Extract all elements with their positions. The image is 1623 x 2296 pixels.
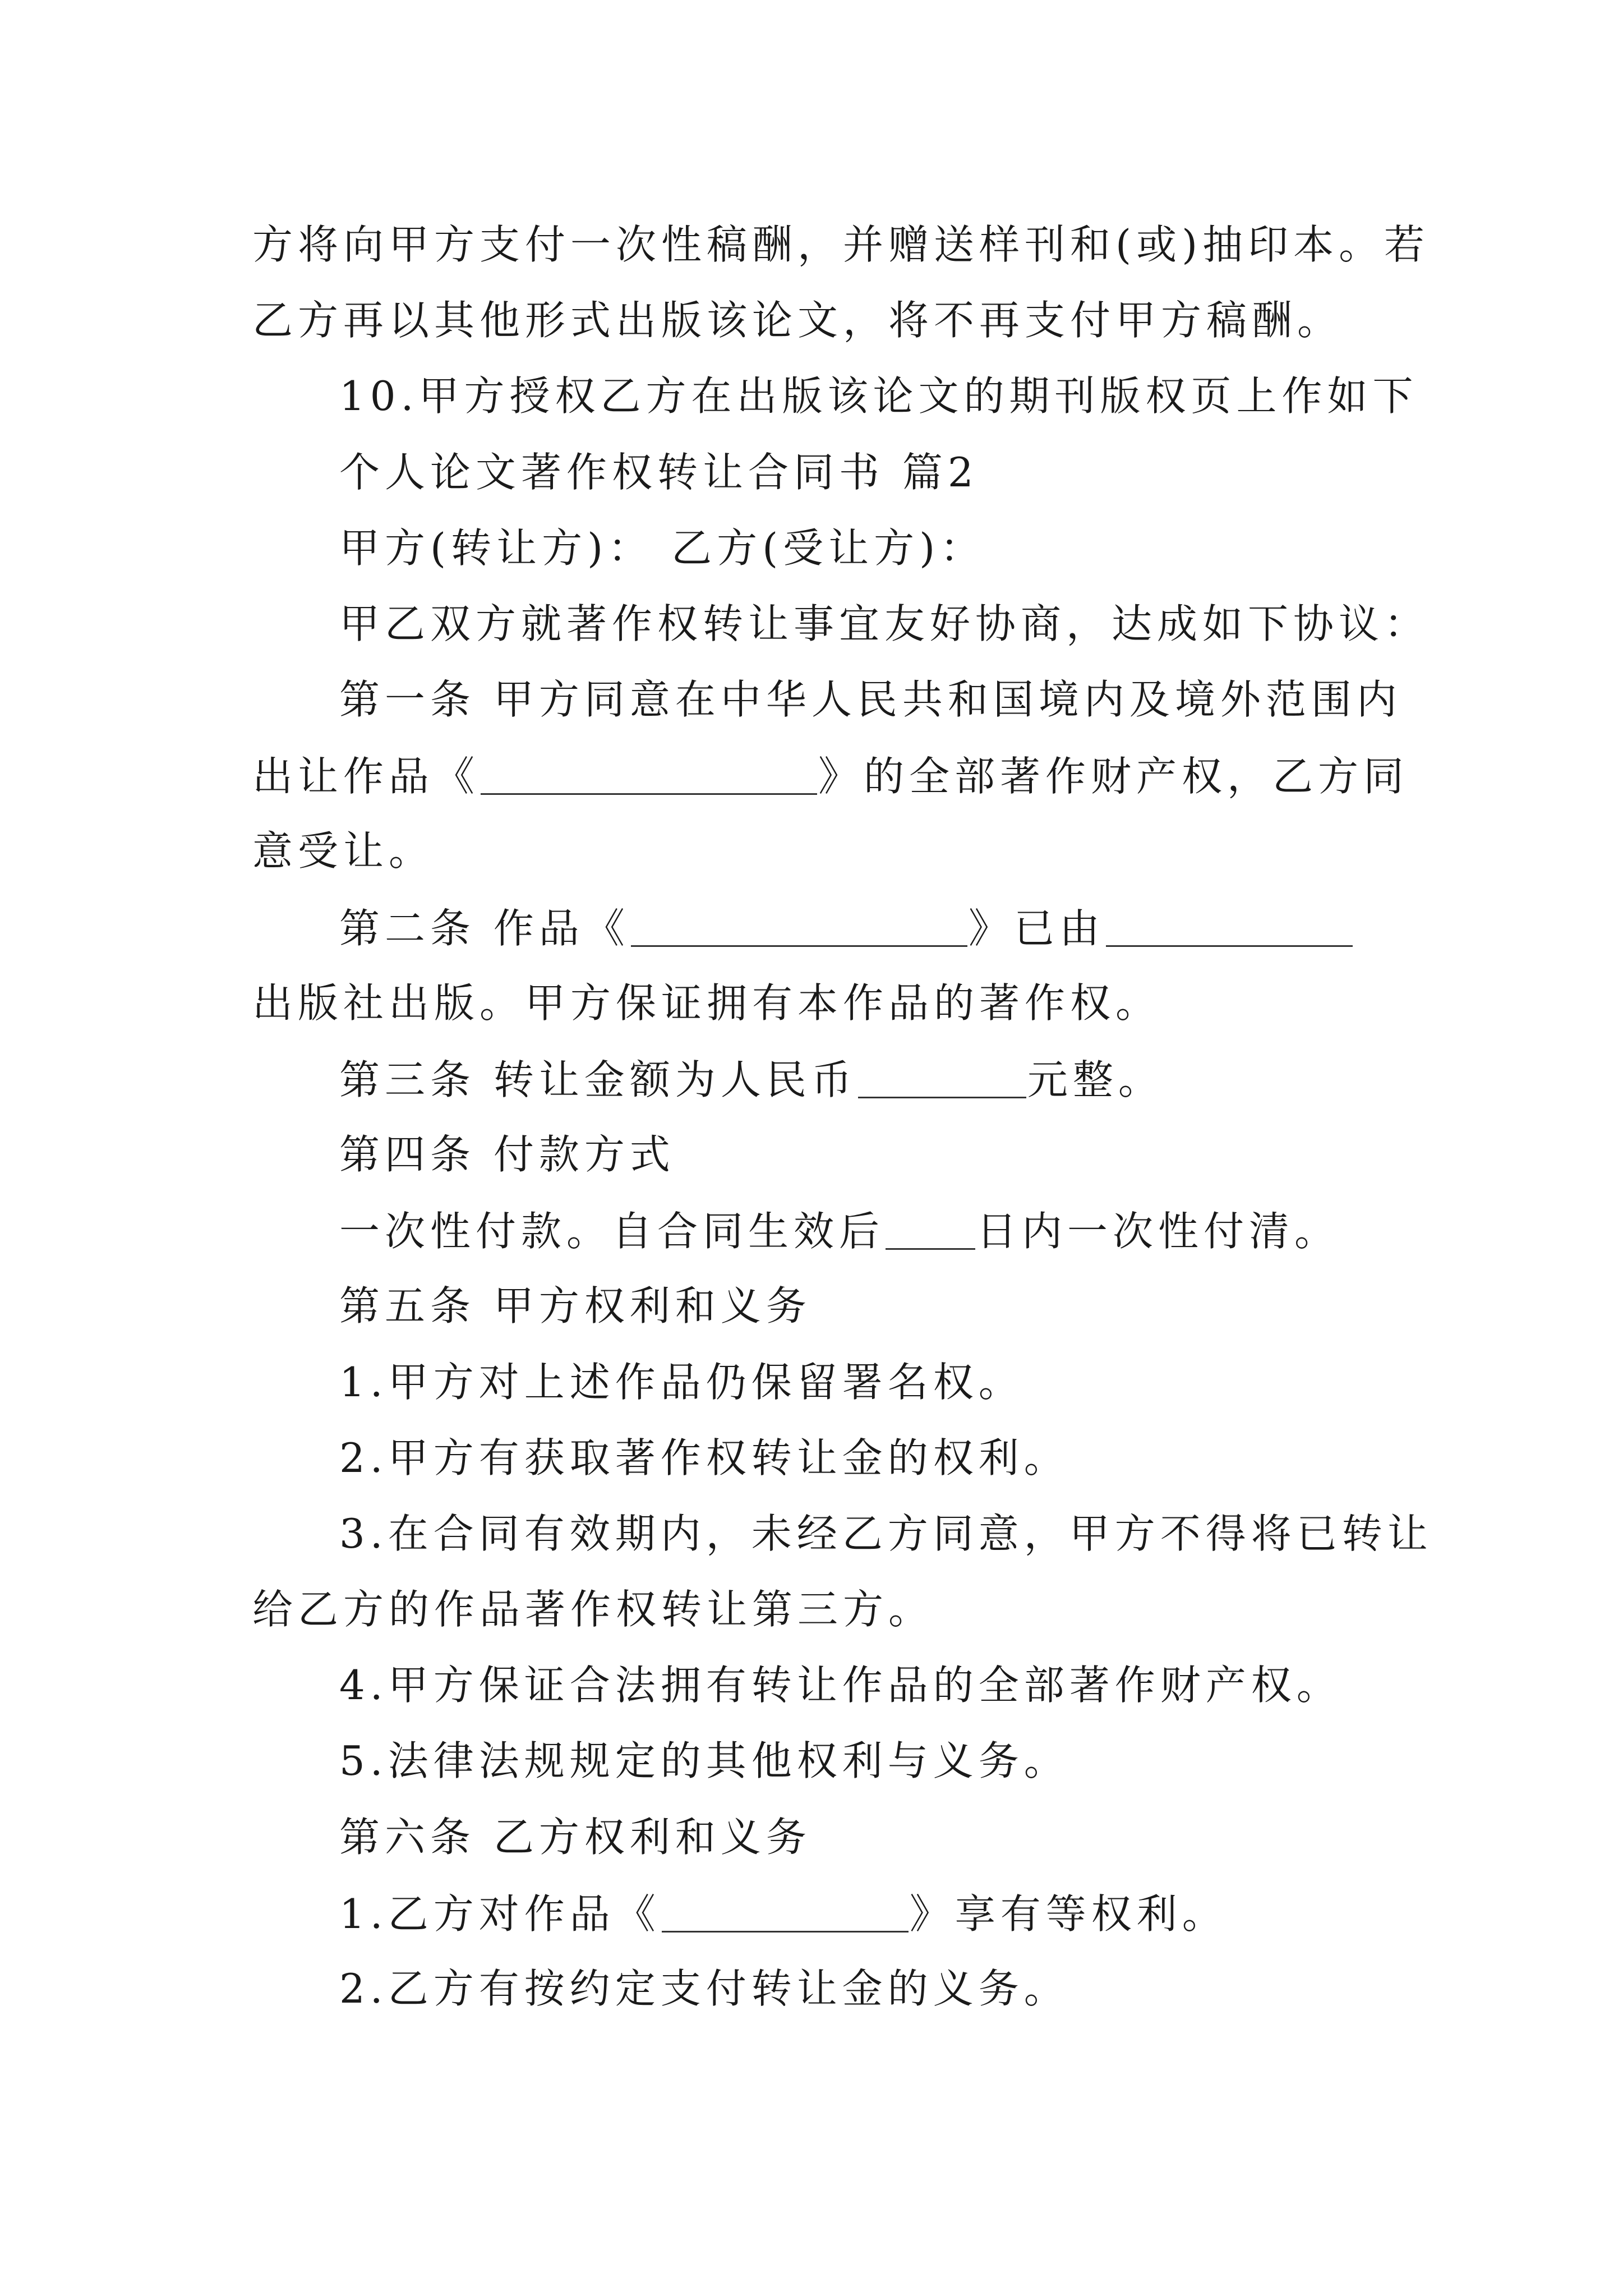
fill-in-blank[interactable] (886, 1210, 975, 1250)
fill-in-blank[interactable] (481, 755, 817, 795)
text-segment: 》的全部著作财产权，乙方同 (818, 752, 1409, 800)
paragraph-line: 10.甲方授权乙方在出版该论文的期刊版权页上作如下 (339, 372, 1418, 420)
list-item (339, 1890, 1228, 1938)
fill-in-blank[interactable] (662, 1893, 909, 1932)
text-segment: 出让作品《 (252, 752, 480, 800)
section-heading: 个人论文著作权转让合同书 篇2 (339, 449, 979, 496)
list-item: 2.甲方有获取著作权转让金的权利。 (339, 1434, 1069, 1481)
article-4-line (339, 1207, 1340, 1255)
article-2-line (339, 904, 1354, 952)
article-1-line (252, 752, 1409, 800)
text-segment: 日内一次性付清。 (976, 1207, 1340, 1255)
list-item: 4.甲方保证合法拥有转让作品的全部著作财产权。 (339, 1662, 1342, 1709)
parties-line: 甲方(转让方)： 乙方(受让方)： (339, 524, 986, 572)
text-segment: 》享有等权利。 (909, 1890, 1228, 1938)
fill-in-blank[interactable] (631, 907, 967, 947)
list-item: 给乙方的作品著作权转让第三方。 (252, 1586, 934, 1633)
list-item: 3.在合同有效期内，未经乙方同意，甲方不得将已转让 (339, 1510, 1433, 1557)
article-1-line: 意受让。 (252, 827, 435, 875)
list-item: 5.法律法规规定的其他权利与义务。 (339, 1737, 1069, 1784)
text-segment: 第三条 转让金额为人民币 (339, 1056, 857, 1103)
paragraph-line: 方将向甲方支付一次性稿酬，并赠送样刊和(或)抽印本。若 (252, 221, 1430, 268)
text-segment: 1.乙方对作品《 (339, 1890, 661, 1938)
list-item: 2.乙方有按约定支付转让金的义务。 (339, 1965, 1069, 2012)
text-segment: 第二条 作品《 (339, 904, 630, 952)
article-4-heading: 第四条 付款方式 (339, 1131, 675, 1178)
list-item: 1.甲方对上述作品仍保留署名权。 (339, 1359, 1024, 1406)
article-1-line: 第一条 甲方同意在中华人民共和国境内及境外范围内 (339, 676, 1402, 723)
article-5-heading: 第五条 甲方权利和义务 (339, 1282, 811, 1329)
paragraph-line: 甲乙双方就著作权转让事宜友好协商，达成如下协议： (339, 600, 1430, 647)
paragraph-line: 乙方再以其他形式出版该论文，将不再支付甲方稿酬。 (252, 297, 1343, 344)
text-segment: 一次性付款。自合同生效后 (339, 1207, 885, 1255)
fill-in-blank[interactable] (1106, 907, 1353, 947)
text-segment: 》已由 (968, 904, 1105, 952)
article-2-line: 出版社出版。甲方保证拥有本作品的著作权。 (252, 979, 1161, 1027)
article-6-heading: 第六条 乙方权利和义务 (339, 1814, 811, 1861)
article-3-line (339, 1056, 1164, 1103)
fill-in-blank[interactable] (858, 1059, 1026, 1098)
text-segment: 元整。 (1027, 1056, 1164, 1103)
